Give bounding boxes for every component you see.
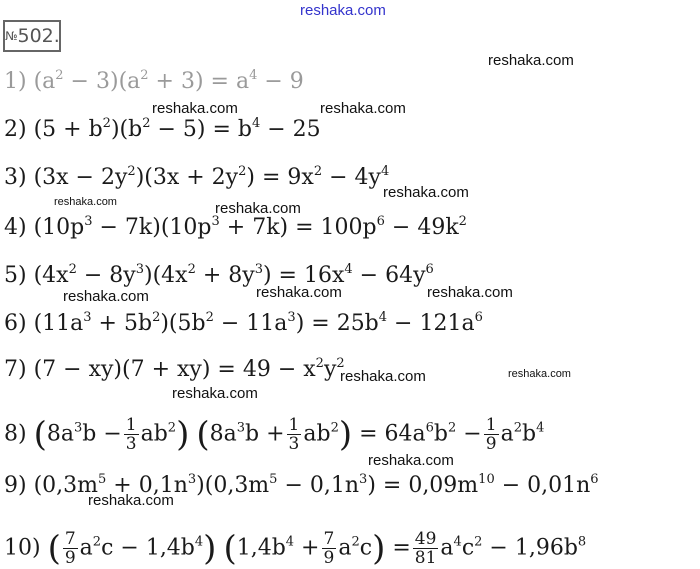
watermark: reshaka.com bbox=[320, 100, 406, 117]
equation-7: 7) $(7 - xy)(7 + xy) = 49 - x^2y^2$ bbox=[4, 356, 345, 382]
equation-6: 6) $(11a^3 + 5b^2)(5b^2 - 11a^3) = 25b^4 - 121a^6$ bbox=[4, 310, 483, 336]
watermark: reshaka.com bbox=[54, 196, 117, 208]
equation-5: 5) $(4x^2 - 8y^3)(4x^2 + 8y^3) = 16x^4 - 64y^6$ bbox=[4, 262, 434, 288]
number-sign: № bbox=[5, 29, 18, 43]
equation-3: 3) $(3x - 2y^2)(3x + 2y^2) = 9x^2 - 4y^4$ bbox=[4, 164, 390, 190]
watermark: reshaka.com bbox=[63, 288, 149, 305]
watermark: reshaka.com bbox=[88, 492, 174, 509]
watermark: reshaka.com bbox=[172, 385, 258, 402]
task-number-box bbox=[3, 20, 61, 52]
watermark: reshaka.com bbox=[368, 452, 454, 469]
equation-9: 9) $(0,3m^5 + 0,1n^3)(0,3m^5 - 0,1n^3) = 0,09m^{10} - 0,01n^6$ bbox=[4, 472, 599, 498]
site-watermark-top[interactable]: reshaka.com bbox=[300, 2, 386, 19]
watermark: reshaka.com bbox=[427, 284, 513, 301]
equation-10: 10) ( $\frac{7}{9}$ $a^2c - 1,4b^4$) ($1,4b^4$ + $\frac{7}{9}$ $a^2c$) = $\frac{49}{81}$ $a^4c^2 - 1,96b^8$ bbox=[4, 528, 587, 569]
watermark: reshaka.com bbox=[508, 368, 571, 380]
watermark: reshaka.com bbox=[340, 368, 426, 385]
watermark: reshaka.com bbox=[215, 200, 301, 217]
watermark: reshaka.com bbox=[383, 184, 469, 201]
watermark: reshaka.com bbox=[152, 100, 238, 117]
task-number: 502. bbox=[17, 25, 60, 47]
watermark: reshaka.com bbox=[256, 284, 342, 301]
equation-2: 2) $(5 + b^2)(b^2 - 5) = b^4 - 25$ bbox=[4, 116, 321, 142]
watermark: reshaka.com bbox=[488, 52, 574, 69]
equation-8: 8) ($8a^3b$ − $\frac{1}{3}$ $ab^2$) ($8a^3b$ + $\frac{1}{3}$ $ab^2) = 64a^6b^2$ − $\frac{1}{9}$ $a^2b^4$ bbox=[4, 414, 545, 455]
equation-4: 4) $(10p^3 - 7k)(10p^3 + 7k) = 100p^6 - 49k^2$ bbox=[4, 214, 467, 240]
equation-1: 1) $(a^2 - 3)(a^2 + 3) = a^4 - 9$ bbox=[4, 68, 304, 94]
